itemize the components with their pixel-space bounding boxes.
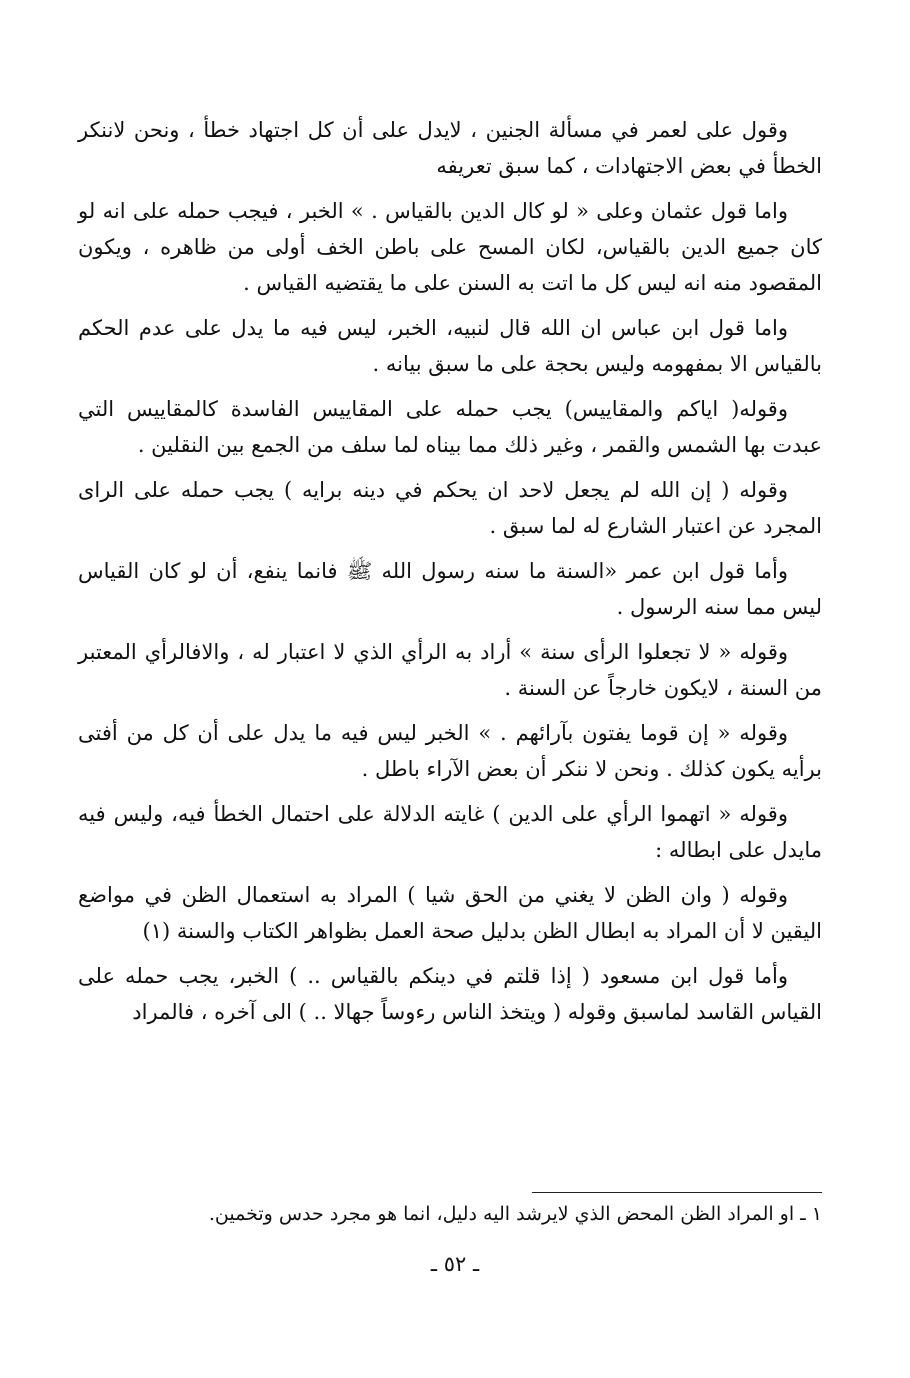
paragraph-2: واما قول عثمان وعلى « لو كال الدين بالقياس . » الخبر ، فيجب حمله على انه لو كان جميع الدين بالقياس، لكان المسح على باطن الخف أولى من ظاهره ، ويكون المقصود منه انه ليس كل ما اتت به السنن على ما يقتضيه القياس . (78, 199, 822, 295)
paragraph-5: وقوله ( إن الله لم يجعل لاحد ان يحكم في دينه برايه ) يجب حمله على الراى المجرد عن اعتبار الشارع له لما سبق . (78, 478, 822, 538)
paragraph-7: وقوله « لا تجعلوا الرأى سنة » أراد به الرأي الذي لا اعتبار له ، والافالرأي المعتبر من السنة ، لايكون خارجاً عن السنة . (78, 640, 822, 700)
footnote: ١ ـ او المراد الظن المحض الذي لايرشد اليه دليل، انما هو مجرد حدس وتخمين. (208, 1203, 822, 1225)
paragraph-10: وقوله ( وان الظن لا يغني من الحق شيا ) المراد به استعمال الظن في مواضع اليقين لا أن المراد به ابطال الظن بدليل صحة العمل بظواهر الكتاب والسنة (١) (78, 883, 822, 943)
paragraph-3: واما قول ابن عباس ان الله قال لنبيه، الخبر، ليس فيه ما يدل على عدم الحكم بالقياس الا بمفهومه وليس بحجة على ما سبق بيانه . (78, 316, 822, 376)
paragraph-11: وأما قول ابن مسعود ( إذا قلتم في دينكم بالقياس .. ) الخبر، يجب حمله على القياس القاسد لماسبق وقوله ( ويتخذ الناس رءوساً جهالا .. ) الى آخره ، فالمراد (78, 964, 822, 1024)
paragraph-6: وأما قول ابن عمر «السنة ما سنه رسول الله ﷺ فانما ينفع، أن لو كان القياس ليس مما سنه الرسول . (78, 559, 822, 619)
paragraph-8: وقوله « إن قوما يفتون بآرائهم . » الخبر ليس فيه ما يدل على أن كل من أفتى برأيه يكون كذلك . ونحن لا ننكر أن بعض الآراء باطل . (78, 721, 822, 781)
footnote-divider (532, 1192, 822, 1193)
body-text (78, 112, 822, 1039)
paragraph-1: وقول على لعمر في مسألة الجنين ، لايدل على أن كل اجتهاد خطأ ، ونحن لاننكر الخطأ في بعض الاجتهادات ، كما سبق تعريفه (78, 118, 822, 178)
paragraph-4: وقوله( اياكم والمقاييس) يجب حمله على المقاييس الفاسدة كالمقاييس التي عبدت بها الشمس والقمر ، وغير ذلك مما بيناه لما سلف من الجمع بين النقلين . (78, 397, 822, 457)
paragraph-9: وقوله « اتهموا الرأي على الدين ) غايته الدلالة على احتمال الخطأ فيه، وليس فيه مايدل على ابطاله : (78, 802, 822, 862)
page-number: ـ ٥٢ ـ (430, 1252, 480, 1276)
